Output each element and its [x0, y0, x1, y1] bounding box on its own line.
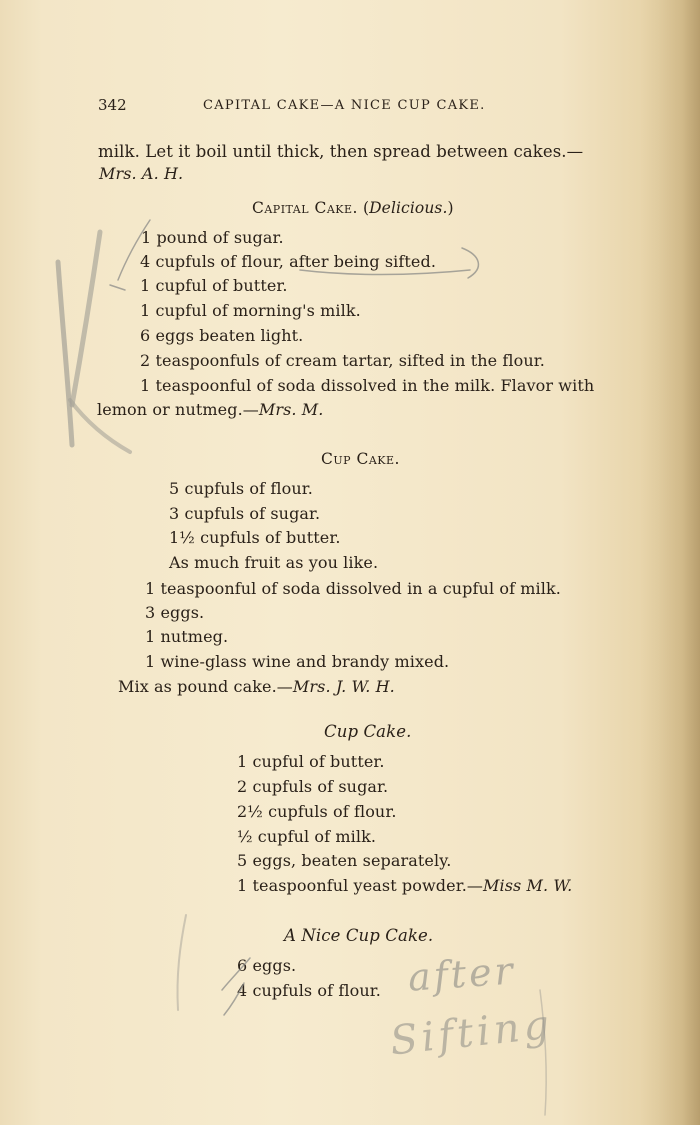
- cup-cake-2-title: Cup Cake.: [324, 722, 412, 741]
- cup1-closing-line: [118, 677, 395, 696]
- cup1-ingredient-4: As much fruit as you like.: [169, 553, 379, 572]
- cup1-ingredient-5: 1 teaspoonful of soda dissolved in a cupful of milk.: [145, 579, 561, 598]
- cup2-attribution: Miss M. W.: [483, 876, 573, 895]
- capital-ingredient-6: 2 teaspoonfuls of cream tartar, sifted in the flour.: [140, 351, 545, 370]
- cup1-ingredient-2: 3 cupfuls of sugar.: [169, 504, 321, 523]
- capital-ingredient-7: 1 teaspoonful of soda dissolved in the milk. Flavor with: [140, 376, 595, 395]
- cup-cake-1-title: Cup Cake.: [321, 450, 400, 468]
- continuation-line: milk. Let it boil until thick, then spread between cakes.—: [98, 142, 584, 161]
- running-title: CAPITAL CAKE—A NICE CUP CAKE.: [203, 98, 486, 113]
- cup1-ingredient-3: 1½ cupfuls of butter.: [169, 528, 341, 547]
- capital-ingredient-4: 1 cupful of morning's milk.: [140, 301, 361, 320]
- cup2-ingredient-6: 1 teaspoonful yeast powder.—: [237, 876, 483, 895]
- pencil-check-mark-2: [177, 915, 186, 1010]
- capital-cake-title: Capital Cake.: [252, 199, 358, 217]
- cup2-ingredient-5: 5 eggs, beaten separately.: [237, 851, 452, 870]
- nice-ingredient-1: 6 eggs.: [237, 956, 297, 975]
- page-number: 342: [98, 96, 127, 114]
- nice-cup-cake-title: A Nice Cup Cake.: [284, 926, 434, 945]
- pencil-note-after: after: [406, 948, 518, 1000]
- page-gutter-shadow: [640, 0, 700, 1125]
- capital-ingredient-2: 4 cupfuls of flour, after being sifted.: [140, 252, 437, 271]
- capital-ingredient-5: 6 eggs beaten light.: [140, 326, 304, 345]
- nice-ingredient-2: 4 cupfuls of flour.: [237, 981, 381, 1000]
- pencil-k-mark: [58, 262, 72, 445]
- capital-closing-text: lemon or nutmeg.—: [97, 400, 259, 419]
- continuation-attribution: Mrs. A. H.: [99, 164, 184, 183]
- capital-cake-subtitle: Delicious.: [369, 199, 448, 217]
- capital-ingredient-1: 1 pound of sugar.: [141, 228, 284, 247]
- cup1-attribution: Mrs. J. W. H.: [292, 677, 395, 696]
- cup2-ingredient-2: 2 cupfuls of sugar.: [237, 777, 389, 796]
- cup2-ingredient-6-line: [237, 876, 572, 895]
- capital-closing-line: [97, 400, 323, 419]
- pencil-note-sifting: Sifting: [388, 1001, 556, 1065]
- capital-cake-subtitle-wrap: (Delicious.): [362, 199, 454, 217]
- cup2-ingredient-3: 2½ cupfuls of flour.: [237, 802, 397, 821]
- cup1-ingredient-6: 3 eggs.: [145, 603, 205, 622]
- capital-cake-heading: [252, 199, 454, 217]
- cup2-ingredient-4: ½ cupful of milk.: [237, 827, 377, 846]
- cup1-ingredient-7: 1 nutmeg.: [145, 627, 229, 646]
- capital-ingredient-3: 1 cupful of butter.: [140, 276, 288, 295]
- cup2-ingredient-1: 1 cupful of butter.: [237, 752, 385, 771]
- capital-attribution: Mrs. M.: [258, 400, 324, 419]
- cup1-ingredient-8: 1 wine-glass wine and brandy mixed.: [145, 652, 450, 671]
- cup1-closing-text: Mix as pound cake.—: [118, 677, 293, 696]
- cup1-ingredient-1: 5 cupfuls of flour.: [169, 479, 313, 498]
